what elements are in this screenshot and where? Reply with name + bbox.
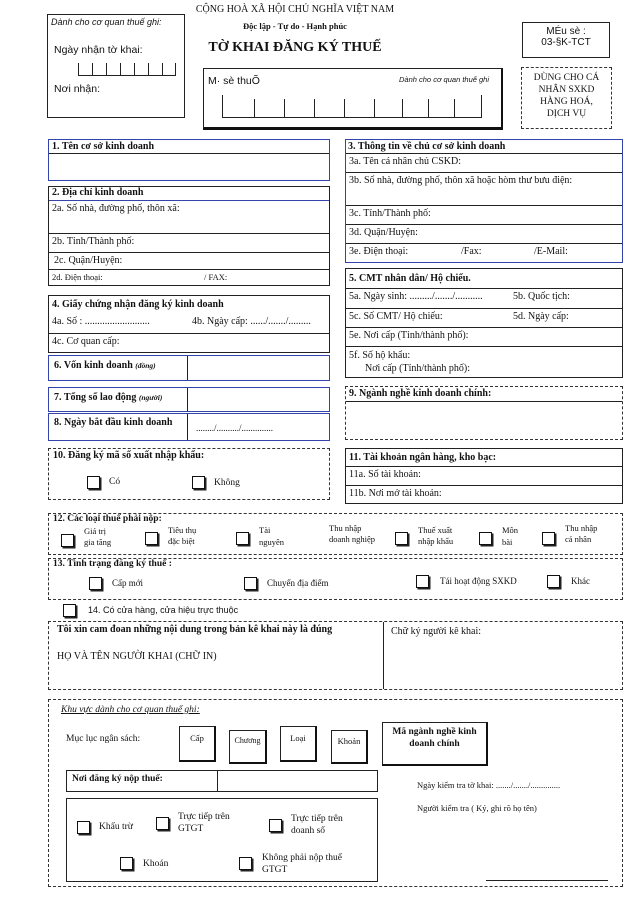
- s5f-place: Nơi cấp (Tỉnh/thành phố):: [365, 363, 470, 374]
- method-label: Không phải nộp thuế GTGT: [262, 853, 342, 875]
- s3e-email: /E-Mail:: [534, 246, 568, 257]
- tax-type-label: Tài nguyên: [259, 525, 285, 547]
- s12-title: 12. Các loại thuế phải nộp:: [53, 514, 162, 524]
- s3c-row[interactable]: [346, 205, 622, 224]
- method-label: Khấu trừ: [99, 822, 133, 832]
- s8-value: ......../........../..............: [196, 423, 274, 433]
- s3d-row[interactable]: [346, 224, 622, 243]
- tax-place-field[interactable]: [217, 771, 377, 791]
- tax-type-label: Môn bài: [502, 525, 519, 547]
- applies-to-box: [521, 67, 612, 129]
- status-label: Cấp mới: [112, 578, 144, 588]
- tax-type-label: Thu nhập cá nhân: [565, 523, 598, 544]
- section-12: [48, 513, 623, 555]
- status-label: Khác: [571, 576, 590, 586]
- checker-signature-line[interactable]: [486, 880, 608, 881]
- s2a-row[interactable]: [49, 200, 329, 234]
- s2d-row[interactable]: [49, 269, 329, 286]
- s3b-row[interactable]: [346, 172, 622, 205]
- direct-revenue-checkbox[interactable]: [269, 819, 282, 832]
- capital-field[interactable]: [187, 356, 329, 380]
- s5a-label: 5a. Ngày sinh: ........./......./...........: [349, 291, 483, 302]
- section-13: [48, 558, 623, 600]
- s10-title: 10. Đăng ký mã số xuất nhập khẩu:: [53, 450, 205, 461]
- check-date-label: Ngày kiểm tra tờ khai: ......./......./..............: [417, 780, 561, 790]
- s3e-label: 3e. Điện thoại:: [349, 246, 409, 257]
- corporate-income-checkbox[interactable]: [395, 532, 408, 545]
- s9-title: 9. Ngành nghề kinh doanh chính:: [349, 388, 492, 399]
- budget-loai-field[interactable]: [280, 726, 317, 762]
- section-10: [48, 448, 330, 500]
- resource-tax-checkbox[interactable]: [236, 532, 249, 545]
- s5e-row[interactable]: [346, 327, 622, 346]
- s5d-label: 5d. Ngày cấp:: [513, 311, 569, 322]
- relocation-checkbox[interactable]: [244, 577, 257, 590]
- signature-label: Chữ ký người kê khai:: [391, 626, 482, 637]
- s4-title: 4. Giấy chứng nhận đăng ký kinh doanh: [52, 299, 224, 310]
- direct-gtgt-checkbox[interactable]: [156, 817, 169, 830]
- checker-label: Người kiểm tra ( Ký, ghi rõ họ tên): [417, 803, 537, 813]
- license-tax-checkbox[interactable]: [479, 532, 492, 545]
- s3a-row[interactable]: [346, 153, 622, 172]
- place-received-label: Nơi nhận:: [54, 83, 100, 95]
- s2b-label: 2b. Tỉnh/Thành phố:: [52, 236, 135, 247]
- budget-col-label: Khoản: [337, 736, 361, 746]
- form-code: 03-§K-TCT: [541, 37, 591, 48]
- s11a-row[interactable]: [346, 466, 622, 485]
- branch-store-checkbox[interactable]: [63, 604, 76, 617]
- tax-type-label: Tiêu thụ đặc biệt: [168, 525, 197, 546]
- form-code-label: MÉu sè :: [546, 26, 586, 37]
- office-area: [48, 699, 623, 887]
- s4c-row[interactable]: [49, 333, 329, 353]
- section-1: [48, 139, 330, 181]
- s3c-label: 3c. Tỉnh/Thành phố:: [349, 208, 431, 219]
- tax-code-office-note: Dành cho cơ quan thuế ghi: [399, 75, 490, 84]
- s5b-label: 5b. Quốc tịch:: [513, 291, 570, 302]
- s4ab-row[interactable]: [49, 314, 329, 333]
- section-6: [48, 355, 330, 381]
- start-date-field[interactable]: [187, 414, 329, 440]
- section-8: [48, 413, 330, 441]
- export-yes-checkbox[interactable]: [87, 476, 100, 489]
- method-label: Trực tiếp trên doanh số: [291, 814, 343, 836]
- office-area-title: Khu vực dành cho cơ quan thuế ghi:: [61, 705, 200, 715]
- status-label: Chuyển địa điểm: [267, 578, 329, 588]
- s11a-label: 11a. Số tài khoản:: [349, 469, 421, 480]
- s3e-row[interactable]: [346, 243, 622, 263]
- labor-field[interactable]: [187, 388, 329, 411]
- tax-type-label: Thuế xuất nhập khẩu: [418, 525, 454, 546]
- special-consumption-checkbox[interactable]: [145, 532, 158, 545]
- s2d-label: 2d. Điện thoại:: [52, 272, 103, 282]
- method-label: Khoán: [143, 859, 169, 869]
- section-7: [48, 387, 330, 412]
- office-receipt-box: [47, 14, 185, 118]
- s5-title: 5. CMT nhân dân/ Hộ chiếu.: [349, 273, 471, 284]
- section-5: [345, 268, 623, 378]
- other-status-checkbox[interactable]: [547, 575, 560, 588]
- s2b-row[interactable]: [49, 233, 329, 253]
- page-title: TỜ KHAI ĐĂNG KÝ THUẾ: [208, 40, 382, 55]
- vat-checkbox[interactable]: [61, 534, 74, 547]
- s14-label: 14. Có cửa hàng, cửa hiệu trực thuộc: [88, 605, 239, 615]
- no-vat-checkbox[interactable]: [239, 857, 252, 870]
- s7-title: 7. Tổng số lao động (người): [54, 392, 163, 403]
- s4a-label: 4a. Số : ..........................: [52, 316, 150, 327]
- budget-col-label: Chương: [234, 736, 261, 745]
- section-3: [345, 139, 623, 263]
- method-label: Trực tiếp trên GTGT: [178, 812, 230, 834]
- declaration-box: [48, 621, 623, 690]
- motto: Độc lập - Tự do - Hạnh phúc: [243, 21, 347, 31]
- form-code-box: [522, 22, 610, 58]
- applies-to: DÙNG CHO CÁ NHÂN SXKD HÀNG HOÁ, DỊCH VỤ: [533, 73, 600, 119]
- budget-chuong-field[interactable]: [229, 730, 267, 764]
- tax-code-box: [203, 68, 503, 130]
- industry-code-box[interactable]: [382, 722, 488, 766]
- budget-cap-field[interactable]: [179, 726, 216, 762]
- personal-income-checkbox[interactable]: [542, 532, 555, 545]
- s13-title: 13. Tình trạng đăng ký thuế :: [53, 559, 172, 569]
- budget-col-label: Loại: [290, 733, 306, 743]
- s5c-label: 5c. Số CMT/ Hộ chiếu:: [349, 311, 443, 322]
- s11-title: 11. Tài khoản ngân hàng, kho bạc:: [349, 452, 497, 463]
- section-4: [48, 295, 330, 353]
- s2a-label: 2a. Số nhà, đường phố, thôn xã:: [52, 203, 180, 214]
- s4c-label: 4c. Cơ quan cấp:: [52, 336, 120, 347]
- s6-title: 6. Vốn kinh doanh (đồng): [54, 360, 156, 371]
- s1-title: 1. Tên cơ sở kinh doanh: [52, 141, 155, 152]
- signature-field[interactable]: [383, 622, 385, 689]
- reactivation-checkbox[interactable]: [416, 575, 429, 588]
- export-no-checkbox[interactable]: [192, 476, 205, 489]
- nation-heading: CỘNG HOÀ XÃ HỘI CHỦ NGHĨA VIỆT NAM: [195, 4, 395, 15]
- export-no-label: Không: [214, 478, 240, 488]
- declaration-text: Tôi xin cam đoan những nội dung trong bản kê khai này là đúng: [57, 624, 333, 635]
- s3-title: 3. Thông tin về chủ cơ sở kinh doanh: [348, 141, 506, 152]
- tax-code-label: M· sè thuÕ: [208, 75, 260, 87]
- section-2: [48, 186, 330, 286]
- main-industry-field[interactable]: [346, 401, 622, 439]
- section-9: [345, 386, 623, 440]
- declarant-name-label: HỌ VÀ TÊN NGƯỜI KHAI (CHỮ IN): [57, 651, 217, 662]
- lump-sum-checkbox[interactable]: [120, 857, 133, 870]
- s5cd-row[interactable]: [346, 308, 622, 327]
- office-note: Dành cho cơ quan thuế ghi:: [51, 17, 162, 27]
- tax-place-row: [66, 770, 378, 792]
- s8-title: 8. Ngày bắt đầu kinh doanh: [54, 417, 173, 428]
- s4b-label: 4b. Ngày cấp: ....../......./.........: [192, 316, 311, 327]
- s11b-row[interactable]: [346, 485, 622, 504]
- s3b-label: 3b. Số nhà, đường phố, thôn xã hoặc hòm thư bưu điện:: [349, 175, 573, 186]
- s3d-label: 3d. Quận/Huyện:: [349, 227, 418, 238]
- budget-col-label: Cấp: [190, 733, 204, 743]
- s3e-fax: /Fax:: [461, 246, 482, 257]
- deduction-checkbox[interactable]: [77, 821, 90, 834]
- tax-type-label: Giá trị gia tăng: [84, 526, 112, 547]
- business-name-field[interactable]: [49, 153, 329, 180]
- s5e-label: 5e. Nơi cấp (Tỉnh/thành phố):: [349, 330, 469, 341]
- industry-code-label: Mã ngành nghề kinh doanh chính: [392, 727, 477, 749]
- s5f-row[interactable]: [346, 346, 622, 378]
- new-registration-checkbox[interactable]: [89, 577, 102, 590]
- s2-title: 2. Địa chỉ kinh doanh: [52, 187, 144, 198]
- budget-khoan-field[interactable]: [331, 730, 368, 764]
- s5f-label: 5f. Số hộ khẩu:: [349, 350, 411, 361]
- s3a-label: 3a. Tên cá nhân chủ CSKD:: [349, 156, 462, 167]
- budget-label: Mục lục ngân sách:: [66, 734, 141, 744]
- tax-code-field[interactable]: [222, 95, 482, 118]
- date-received-label: Ngày nhận tờ khai:: [54, 44, 143, 56]
- s5ab-row[interactable]: [346, 288, 622, 308]
- tax-type-label: Thu nhập doanh nghiệp: [329, 523, 376, 544]
- date-received-field[interactable]: [78, 61, 176, 76]
- tax-method-box: [66, 798, 378, 882]
- section-11: [345, 448, 623, 504]
- s11b-label: 11b. Nơi mở tài khoản:: [349, 488, 442, 499]
- status-label: Tái hoạt động SXKD: [440, 576, 517, 586]
- s2c-label: 2c. Quận/Huyện:: [54, 255, 123, 266]
- s2c-row[interactable]: [49, 252, 329, 270]
- export-yes-label: Có: [109, 477, 121, 487]
- tax-place-label: Nơi đăng ký nộp thuế:: [72, 774, 163, 784]
- s2d-fax: / FAX:: [204, 272, 228, 282]
